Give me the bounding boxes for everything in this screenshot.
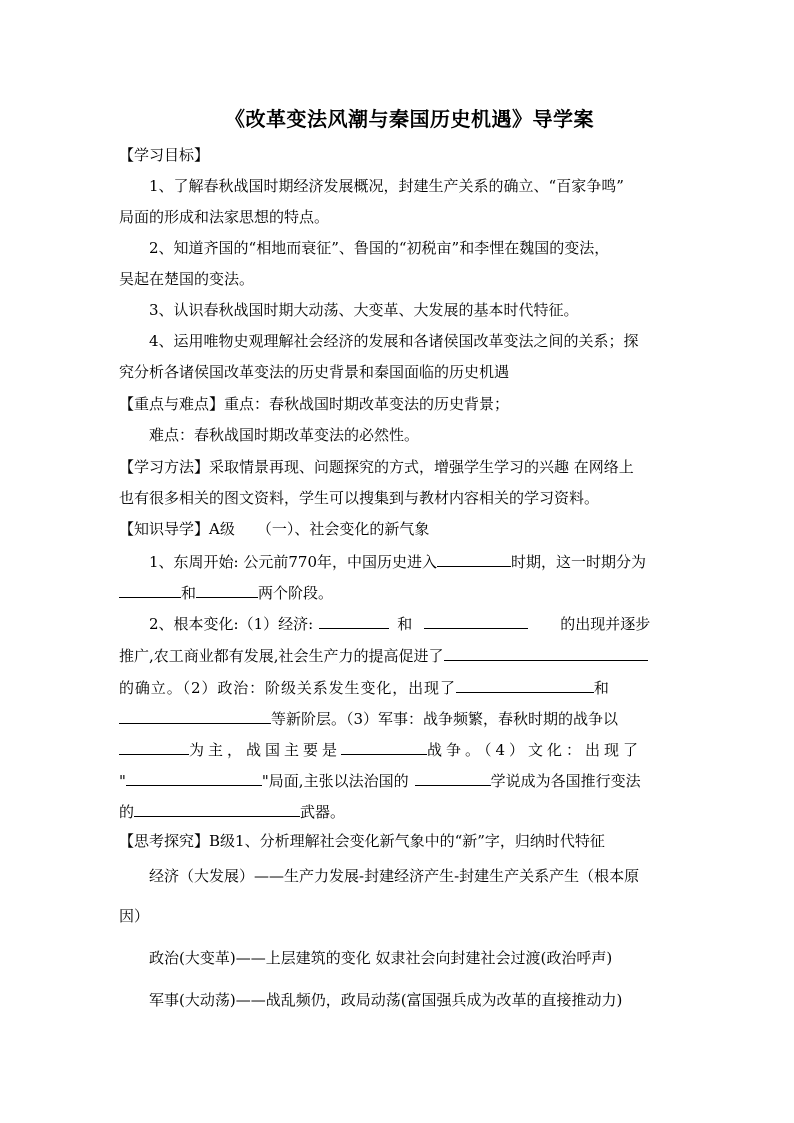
guide-section: （一）、社会变化的新气象: [256, 520, 430, 538]
objective-item-2-line1: 2、知道齐国的“相地而衰征”、鲁国的“初税亩”和李悝在魏国的变法，: [149, 239, 610, 257]
question-1-text-d: 两个阶段。: [258, 584, 334, 602]
question-2-text-m: 武器。: [300, 803, 346, 821]
answer-blank[interactable]: [424, 612, 528, 629]
answer-blank[interactable]: [119, 738, 189, 755]
explore-economy-line2: 因）: [119, 907, 150, 925]
question-1-text-a: 1、东周开始: 公元前770年，中国历史进入: [149, 553, 437, 571]
keypoints-difficulty: 难点：春秋战国时期改革变法的必然性。: [149, 426, 420, 444]
answer-blank[interactable]: [196, 581, 258, 598]
explore-economy-line1: 经济（大发展）——生产力发展-封建经济产生-封建生产关系产生（根本原: [149, 867, 640, 885]
answer-blank[interactable]: [341, 738, 427, 755]
question-2-text-g: 等新阶层。（3）军事：战争频繁，春秋时期的战争以: [271, 710, 619, 728]
answer-blank[interactable]: [319, 612, 389, 629]
question-2-text-d: 推广,农工商业都有发展,社会生产力的提高促进了: [119, 647, 444, 665]
question-2-text-h: 为主，战国主要是: [189, 741, 342, 759]
question-2-line1: [149, 612, 650, 634]
objective-item-1-line1: 1、了解春秋战国时期经济发展概况，封建生产关系的确立、“百家争鸣”: [149, 177, 624, 195]
answer-blank[interactable]: [437, 550, 511, 567]
question-2-line5: [119, 738, 642, 760]
answer-blank[interactable]: [119, 707, 271, 724]
keypoints-line: [119, 394, 509, 414]
keypoints-key: 重点：春秋战国时期改革变法的历史背景；: [224, 395, 510, 413]
question-2-text-l: 的: [119, 803, 135, 821]
question-2-text-c: 的出现并逐步: [560, 615, 651, 633]
question-2-text-f: 和: [593, 679, 609, 697]
answer-blank[interactable]: [126, 769, 262, 786]
question-2-text-i: 战争。（4）文化：出现了: [427, 741, 643, 759]
explore-level: B级: [209, 832, 236, 850]
objectives-header: 【学习目标】: [119, 146, 210, 164]
explore-politics: 政治(大变革)——上层建筑的变化 奴隶社会向封建社会过渡(政治呼声): [149, 949, 613, 967]
answer-blank[interactable]: [415, 769, 491, 786]
question-2-line6: [119, 769, 641, 791]
answer-blank[interactable]: [456, 676, 594, 693]
explore-military: 军事(大动荡)——战乱频仍，政局动荡(富国强兵成为改革的直接推动力): [149, 991, 623, 1009]
question-2-text-b: 和: [397, 615, 413, 633]
method-header: 【学习方法】: [119, 458, 210, 476]
question-2-line7: [119, 800, 345, 822]
explore-header-line: [119, 831, 605, 851]
objective-item-3: 3、认识春秋战国时期大动荡、大变革、大发展的基本时代特征。: [149, 301, 579, 319]
question-2-line3: [119, 676, 609, 698]
guide-header-line: [119, 519, 429, 539]
guide-level: A级: [209, 520, 235, 538]
objective-item-4-line1: 4、运用唯物史观理解社会经济的发展和各诸侯国改革变法之间的关系；探: [149, 332, 639, 350]
question-1-line1: [149, 550, 646, 572]
answer-blank[interactable]: [134, 800, 300, 817]
method-text-1: 采取情景再现、问题探究的方式，增强学生学习的兴趣 在网络上: [209, 458, 634, 476]
question-2-text-a: 2、根本变化:（1）经济:: [149, 615, 314, 633]
guide-header: 【知识导学】: [119, 520, 210, 538]
question-2-quote-open: ": [119, 772, 126, 790]
question-2-line4: [119, 707, 618, 729]
question-2-text-k: 学说成为各国推行变法: [490, 772, 641, 790]
explore-header: 【思考探究】: [119, 832, 210, 850]
question-2-line2: [119, 644, 648, 666]
answer-blank[interactable]: [119, 581, 181, 598]
keypoints-header: 【重点与难点】: [119, 395, 225, 413]
method-line2: 也有很多相关的图文资料，学生可以搜集到与教材内容相关的学习资料。: [119, 489, 600, 507]
objective-item-2-line2: 吴起在楚国的变法。: [119, 270, 255, 288]
page-title: 《改革变法风潮与秦国历史机遇》导学案: [225, 107, 594, 131]
answer-blank[interactable]: [444, 644, 648, 661]
explore-prompt: 1、分析理解社会变化新气象中的“新”字，归纳时代特征: [235, 832, 605, 850]
method-line1: [119, 457, 634, 477]
question-2-text-e: 的确立。（2）政治：阶级关系发生变化，出现了: [119, 679, 456, 697]
objective-item-1-line2: 局面的形成和法家思想的特点。: [119, 208, 330, 226]
question-1-text-b: 时期，这一时期分为: [511, 553, 647, 571]
question-1-line2: [119, 581, 333, 603]
question-2-text-j: "局面,主张以法治国的: [261, 772, 409, 790]
question-1-text-c: 和: [181, 584, 197, 602]
objective-item-4-line2: 究分析各诸侯国改革变法的历史背景和秦国面临的历史机遇: [119, 363, 510, 381]
